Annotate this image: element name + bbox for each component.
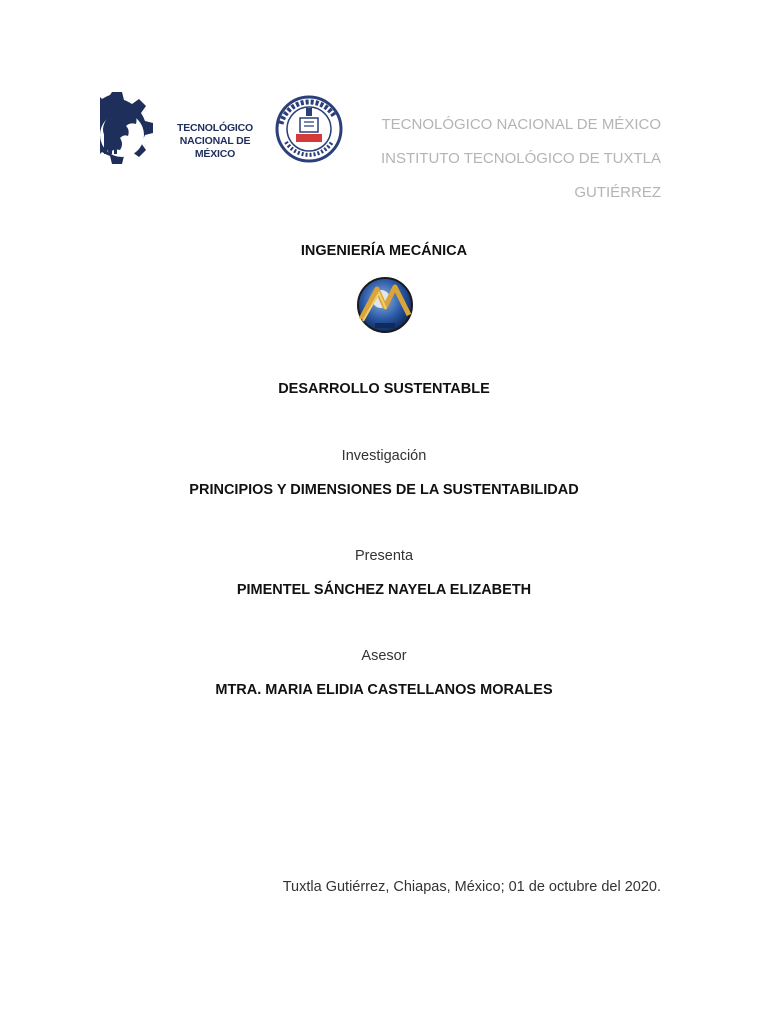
presenter-label: Presenta — [354, 548, 414, 564]
document-title: PRINCIPIOS Y DIMENSIONES DE LA SUSTENTABILIDAD — [189, 482, 579, 498]
tecnm-gear-icon — [98, 90, 160, 180]
tecnm-logo-text: TECNOLÓGICO NACIONAL DE MÉXICO — [177, 122, 253, 160]
institution-header — [341, 108, 661, 210]
place-and-date: Tuxtla Gutiérrez, Chiapas, México; 01 de octubre del 2020. — [282, 879, 661, 895]
ittg-seal-logo — [274, 94, 344, 164]
header-line: TECNOLÓGICO NACIONAL DE MÉXICO — [381, 116, 661, 133]
header-line: INSTITUTO TECNOLÓGICO DE TUXTLA — [380, 150, 661, 167]
advisor-name: MTRA. MARIA ELIDIA CASTELLANOS MORALES — [215, 682, 553, 698]
career-title: INGENIERÍA MECÁNICA — [300, 243, 468, 259]
mechanical-engineering-emblem-icon — [353, 275, 417, 335]
presenter-name: PIMENTEL SÁNCHEZ NAYELA ELIZABETH — [236, 582, 532, 598]
mechanical-engineering-logo — [353, 275, 417, 335]
tecnm-logo — [98, 90, 270, 180]
document-type-label: Investigación — [341, 448, 427, 464]
ittg-seal-icon — [274, 94, 344, 164]
subject-title: DESARROLLO SUSTENTABLE — [278, 381, 490, 397]
advisor-label: Asesor — [361, 648, 407, 664]
header-line: GUTIÉRREZ — [574, 184, 661, 201]
